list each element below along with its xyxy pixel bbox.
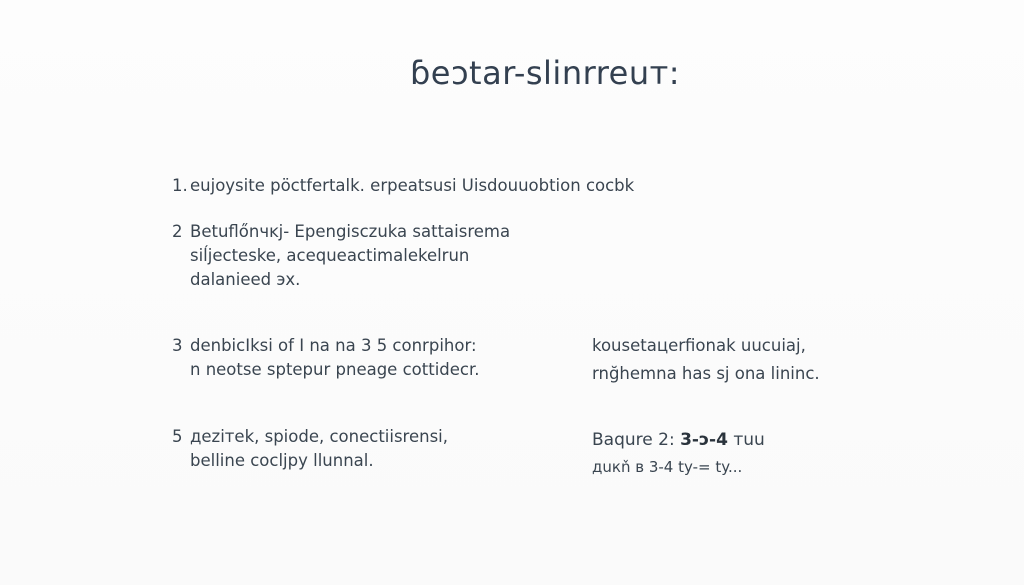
list-item-3 (172, 334, 479, 382)
list-item-number: 5 (172, 427, 183, 446)
side-note-line: kousetaцerfionak uucuiaj, (592, 336, 806, 355)
page-title: ɓeɔtar-slinrreuт: (409, 54, 681, 92)
list-item-1 (172, 174, 634, 198)
side-note-2 (592, 426, 765, 480)
list-item-line: siĺjecteske, acequeactimalekelrun (190, 246, 470, 265)
list-item-number: 3 (172, 336, 183, 355)
list-item-line: dalanieed эx. (190, 270, 301, 289)
list-item-line: дeziтek, spiode, conectiisrensi, (190, 427, 449, 446)
figure-caption (592, 426, 765, 454)
figure-caption-sub: дuкň в 3-4 ty-= ty... (592, 458, 743, 476)
list-item-line: denbicІksi of I na na 3 5 conrpihor: (190, 336, 477, 355)
list-item-line: eujoysite pöctfertalk. erpeatsusi Uisdouuobtion cocbk (190, 176, 635, 195)
list-item-line: n neotse sptepur pneage cottidecr. (190, 360, 480, 379)
list-item-number: 1. (172, 176, 188, 195)
figure-caption-range: 3-ↄ-4 (680, 430, 728, 450)
list-item-line: belline cocljpy llunnal. (190, 451, 374, 470)
figure-caption-prefix: Baqure 2: (592, 430, 681, 450)
list-item-2 (172, 220, 510, 292)
list-item-number: 2 (172, 222, 183, 241)
list-item-line: Betuflőnчĸj- Epengisczuka sattaisrema (190, 222, 511, 241)
side-note-1 (592, 332, 820, 388)
list-item-5 (172, 425, 448, 473)
side-note-line: rnğhemna has sj ona lininc. (592, 364, 820, 383)
figure-caption-suffix: тuu (727, 430, 765, 450)
